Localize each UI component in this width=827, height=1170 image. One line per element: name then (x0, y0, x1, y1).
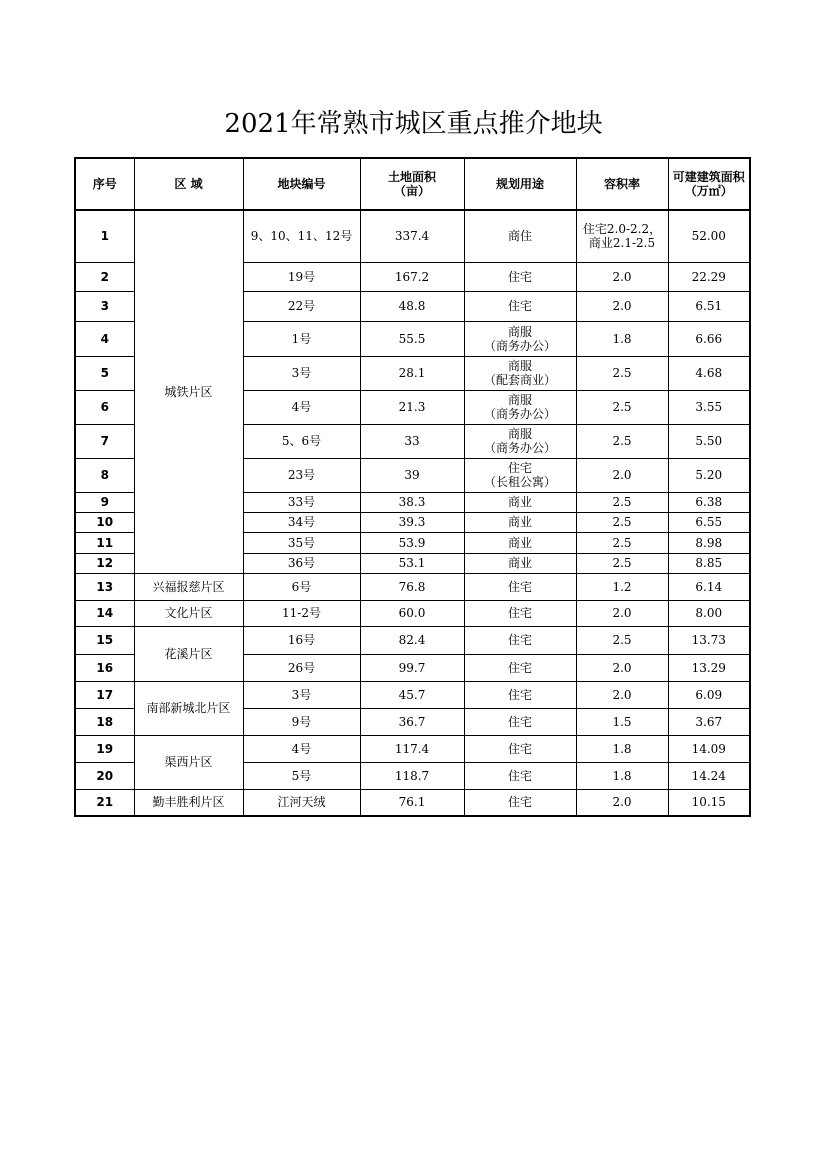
cell-area: 21.3 (360, 390, 464, 424)
cell-far: 2.5 (576, 532, 668, 553)
cell-far: 1.8 (576, 321, 668, 356)
cell-use (464, 573, 576, 600)
header-floor-label: 可建建筑面积 (672, 170, 745, 184)
cell-use-main: 商住 (507, 229, 532, 244)
cell-seq: 1 (75, 210, 134, 262)
cell-floor-area: 3.67 (668, 708, 750, 735)
cell-area: 76.1 (360, 789, 464, 816)
header-floor-area (668, 158, 750, 210)
cell-seq: 18 (75, 708, 134, 735)
cell-far: 2.0 (576, 458, 668, 492)
cell-plot: 33号 (243, 492, 360, 512)
cell-area: 167.2 (360, 262, 464, 291)
cell-plot: 3号 (243, 681, 360, 708)
cell-plot: 6号 (243, 573, 360, 600)
cell-far: 1.2 (576, 573, 668, 600)
cell-use-main: 商业 (507, 535, 532, 550)
cell-use-detail: （商务办公） (483, 441, 556, 455)
cell-floor-area: 6.14 (668, 573, 750, 600)
table-row (75, 600, 750, 626)
cell-seq: 12 (75, 553, 134, 573)
cell-plot: 江河天绒 (243, 789, 360, 816)
cell-seq: 13 (75, 573, 134, 600)
cell-plot: 35号 (243, 532, 360, 553)
cell-plot: 36号 (243, 553, 360, 573)
cell-area: 33 (360, 424, 464, 458)
cell-far: 2.5 (576, 492, 668, 512)
cell-floor-area: 8.98 (668, 532, 750, 553)
cell-seq: 15 (75, 626, 134, 654)
cell-floor-area: 6.38 (668, 492, 750, 512)
cell-plot: 11-2号 (243, 600, 360, 626)
cell-use-main: 商业 (507, 515, 532, 529)
cell-far: 1.8 (576, 762, 668, 789)
cell-seq: 8 (75, 458, 134, 492)
header-area (360, 158, 464, 210)
cell-area: 48.8 (360, 291, 464, 321)
header-district: 区 域 (134, 158, 243, 210)
cell-floor-area: 3.55 (668, 390, 750, 424)
cell-area: 76.8 (360, 573, 464, 600)
cell-use-main: 住宅 (507, 269, 532, 284)
header-far: 容积率 (576, 158, 668, 210)
cell-use-main: 商服 (507, 427, 532, 441)
cell-floor-area: 14.24 (668, 762, 750, 789)
cell-seq: 2 (75, 262, 134, 291)
cell-use (464, 735, 576, 762)
cell-seq: 17 (75, 681, 134, 708)
cell-use-main: 商服 (507, 359, 532, 373)
cell-floor-area: 8.00 (668, 600, 750, 626)
cell-use (464, 458, 576, 492)
cell-seq: 6 (75, 390, 134, 424)
cell-far: 2.5 (576, 553, 668, 573)
cell-plot: 4号 (243, 735, 360, 762)
cell-far: 2.0 (576, 681, 668, 708)
cell-plot: 19号 (243, 262, 360, 291)
cell-floor-area: 10.15 (668, 789, 750, 816)
header-area-label: 土地面积 (387, 170, 436, 184)
cell-seq: 21 (75, 789, 134, 816)
land-plot-table (74, 157, 751, 817)
cell-use-main: 住宅 (507, 299, 532, 313)
cell-floor-area: 14.09 (668, 735, 750, 762)
cell-area: 39 (360, 458, 464, 492)
cell-area: 53.9 (360, 532, 464, 553)
cell-area: 118.7 (360, 762, 464, 789)
cell-plot: 1号 (243, 321, 360, 356)
cell-seq: 5 (75, 356, 134, 390)
cell-plot: 26号 (243, 654, 360, 681)
cell-use-main: 住宅 (507, 768, 532, 783)
cell-seq: 7 (75, 424, 134, 458)
header-use: 规划用途 (464, 158, 576, 210)
cell-floor-area: 22.29 (668, 262, 750, 291)
cell-district: 兴福报慈片区 (134, 573, 243, 600)
cell-use (464, 512, 576, 532)
cell-area: 337.4 (360, 210, 464, 262)
cell-plot: 9号 (243, 708, 360, 735)
cell-area: 39.3 (360, 512, 464, 532)
cell-use-main: 住宅 (507, 714, 532, 729)
cell-district: 文化片区 (134, 600, 243, 626)
cell-far: 2.0 (576, 789, 668, 816)
cell-use (464, 532, 576, 553)
table-row (75, 626, 750, 654)
cell-use (464, 424, 576, 458)
cell-far: 1.8 (576, 735, 668, 762)
cell-far: 2.0 (576, 654, 668, 681)
cell-floor-area: 13.29 (668, 654, 750, 681)
cell-floor-area: 4.68 (668, 356, 750, 390)
header-area-unit: （亩） (393, 184, 430, 198)
cell-use-main: 商服 (507, 324, 532, 339)
cell-use (464, 390, 576, 424)
cell-seq: 3 (75, 291, 134, 321)
cell-far: 2.5 (576, 390, 668, 424)
cell-far: 2.0 (576, 291, 668, 321)
cell-use (464, 553, 576, 573)
cell-floor-area: 6.66 (668, 321, 750, 356)
cell-district: 南部新城北片区 (134, 681, 243, 735)
cell-plot: 22号 (243, 291, 360, 321)
cell-use (464, 626, 576, 654)
cell-use-main: 住宅 (507, 461, 532, 475)
cell-seq: 10 (75, 512, 134, 532)
cell-use-detail: （商务办公） (483, 338, 556, 353)
cell-district: 花溪片区 (134, 626, 243, 681)
table-row (75, 735, 750, 762)
header-seq: 序号 (75, 158, 134, 210)
cell-area: 36.7 (360, 708, 464, 735)
cell-use-main: 住宅 (507, 795, 532, 810)
cell-plot: 23号 (243, 458, 360, 492)
cell-use-main: 住宅 (507, 660, 532, 675)
cell-far: 2.5 (576, 424, 668, 458)
cell-district: 城铁片区 (134, 210, 243, 573)
cell-floor-area: 5.20 (668, 458, 750, 492)
cell-plot: 16号 (243, 626, 360, 654)
cell-far: 2.5 (576, 626, 668, 654)
cell-seq: 19 (75, 735, 134, 762)
cell-area: 38.3 (360, 492, 464, 512)
cell-area: 99.7 (360, 654, 464, 681)
cell-seq: 16 (75, 654, 134, 681)
cell-use-main: 住宅 (507, 579, 532, 594)
cell-area: 53.1 (360, 553, 464, 573)
cell-floor-area: 52.00 (668, 210, 750, 262)
cell-floor-area: 6.09 (668, 681, 750, 708)
cell-floor-area: 5.50 (668, 424, 750, 458)
table-row (75, 681, 750, 708)
cell-far: 住宅2.0-2.2，商业2.1-2.5 (576, 210, 668, 262)
cell-plot: 34号 (243, 512, 360, 532)
cell-area: 45.7 (360, 681, 464, 708)
table-header-row (75, 158, 750, 210)
cell-use (464, 262, 576, 291)
table-body (75, 210, 750, 816)
cell-use (464, 492, 576, 512)
cell-use (464, 789, 576, 816)
cell-far: 2.5 (576, 512, 668, 532)
cell-floor-area: 13.73 (668, 626, 750, 654)
header-plot: 地块编号 (243, 158, 360, 210)
cell-use-detail: （长租公寓） (483, 475, 556, 489)
cell-use-main: 住宅 (507, 633, 532, 647)
table-row (75, 573, 750, 600)
cell-use-main: 商业 (507, 556, 532, 570)
cell-floor-area: 6.55 (668, 512, 750, 532)
header-floor-unit: （万㎡） (684, 184, 733, 198)
cell-use-main: 商服 (507, 393, 532, 407)
table-row (75, 789, 750, 816)
cell-use (464, 210, 576, 262)
cell-area: 117.4 (360, 735, 464, 762)
cell-district: 勤丰胜利片区 (134, 789, 243, 816)
cell-use (464, 321, 576, 356)
cell-use-main: 商业 (507, 495, 532, 509)
cell-use (464, 762, 576, 789)
cell-plot: 4号 (243, 390, 360, 424)
document-title: 2021年常熟市城区重点推介地块 (224, 109, 603, 139)
cell-seq: 11 (75, 532, 134, 553)
cell-use (464, 681, 576, 708)
cell-use-detail: （商务办公） (483, 407, 556, 421)
cell-plot: 3号 (243, 356, 360, 390)
cell-use-detail: （配套商业） (483, 373, 556, 387)
cell-area: 60.0 (360, 600, 464, 626)
cell-floor-area: 6.51 (668, 291, 750, 321)
cell-district: 渠西片区 (134, 735, 243, 789)
cell-seq: 4 (75, 321, 134, 356)
cell-area: 82.4 (360, 626, 464, 654)
cell-far: 1.5 (576, 708, 668, 735)
cell-far: 2.5 (576, 356, 668, 390)
cell-use (464, 654, 576, 681)
cell-use-main: 住宅 (507, 687, 532, 702)
cell-use-main: 住宅 (507, 606, 532, 620)
cell-area: 55.5 (360, 321, 464, 356)
cell-use (464, 600, 576, 626)
cell-use (464, 708, 576, 735)
cell-use-main: 住宅 (507, 741, 532, 756)
cell-use (464, 356, 576, 390)
cell-use (464, 291, 576, 321)
cell-area: 28.1 (360, 356, 464, 390)
cell-floor-area: 8.85 (668, 553, 750, 573)
cell-seq: 14 (75, 600, 134, 626)
cell-seq: 20 (75, 762, 134, 789)
cell-plot: 5、6号 (243, 424, 360, 458)
cell-plot: 9、10、11、12号 (243, 210, 360, 262)
cell-far: 2.0 (576, 262, 668, 291)
table-row (75, 210, 750, 262)
cell-far: 2.0 (576, 600, 668, 626)
cell-seq: 9 (75, 492, 134, 512)
cell-plot: 5号 (243, 762, 360, 789)
